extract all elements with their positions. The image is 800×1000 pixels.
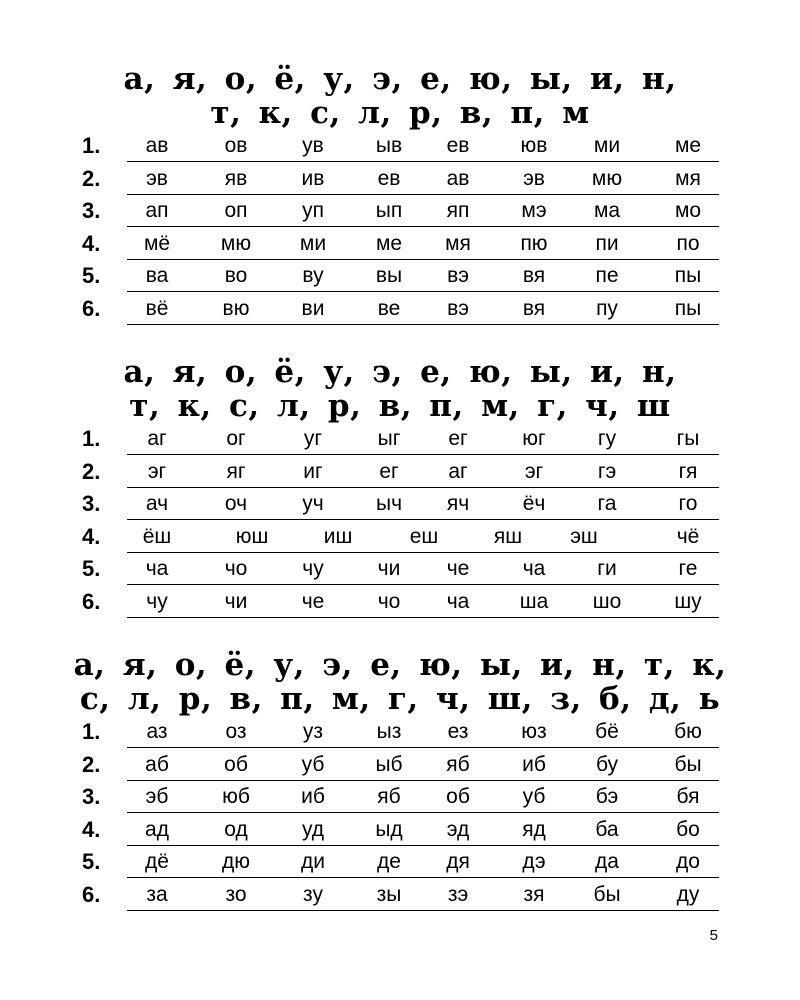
- syllable: ыв: [375, 134, 403, 157]
- syllable: пе: [595, 264, 619, 288]
- syllable: ву: [302, 264, 324, 288]
- letters-heading: [0, 648, 800, 716]
- syllable: вё: [145, 297, 169, 320]
- syllable: мэ: [521, 199, 547, 223]
- syllable: бы: [593, 883, 621, 906]
- syllable: де: [377, 850, 401, 874]
- syllable-row: [0, 586, 800, 619]
- syllable: яп: [446, 199, 470, 223]
- syllable: яб: [377, 785, 401, 809]
- syllable: вя: [522, 297, 546, 320]
- syllable: чу: [146, 590, 168, 613]
- syllable: зу: [303, 883, 323, 906]
- syllable: гу: [597, 427, 617, 450]
- syllable-row: [0, 195, 800, 228]
- syllable: од: [224, 817, 248, 841]
- syllable: оп: [224, 199, 248, 223]
- syllable: аг: [448, 459, 468, 483]
- syllable: ов: [224, 134, 248, 157]
- syllable: ма: [593, 199, 621, 223]
- row-number: 5.: [82, 849, 101, 875]
- syllable-row: [0, 163, 800, 196]
- syllable: эб: [145, 785, 169, 809]
- syllable: бю: [674, 720, 702, 743]
- syllable: уч: [302, 492, 324, 516]
- syllable: ча: [145, 557, 169, 581]
- syllable: гы: [676, 427, 700, 450]
- syllable: уз: [302, 720, 324, 743]
- syllable: до: [676, 850, 700, 874]
- syllable: бо: [676, 817, 700, 841]
- row-number: 4.: [82, 230, 101, 256]
- syllable: пы: [674, 264, 702, 288]
- syllable-row: [0, 260, 800, 293]
- syllable: уп: [302, 199, 324, 223]
- syllable: ми: [299, 231, 327, 255]
- syllable-row: [0, 879, 800, 912]
- syllable: чи: [377, 557, 401, 581]
- syllable: ме: [674, 134, 702, 157]
- syllable: зя: [523, 883, 545, 906]
- syllable: вя: [522, 264, 546, 288]
- syllable: ыч: [375, 492, 403, 516]
- syllable: че: [446, 557, 470, 581]
- syllable: ги: [597, 557, 617, 581]
- syllable-row: [0, 521, 800, 554]
- syllable: уг: [303, 427, 323, 450]
- syllable: юв: [520, 134, 548, 157]
- syllable: ыз: [376, 720, 402, 743]
- syllable: ёч: [522, 492, 546, 516]
- syllable: бё: [595, 720, 619, 743]
- row-number: 3.: [82, 198, 101, 224]
- syllable: ми: [593, 134, 621, 157]
- syllable: об: [446, 785, 470, 809]
- syllable: яв: [224, 166, 248, 190]
- syllable: ев: [446, 134, 470, 157]
- exercise-section: [0, 647, 800, 907]
- syllable: пы: [674, 297, 702, 320]
- syllable: пу: [596, 297, 618, 320]
- syllable: иг: [303, 459, 323, 483]
- row-underline: [127, 324, 719, 325]
- syllable-row: [0, 456, 800, 489]
- syllable: оч: [224, 492, 248, 516]
- syllable-row: [0, 749, 800, 782]
- syllable: эг: [147, 459, 167, 483]
- row-number: 2.: [82, 165, 101, 191]
- syllable: по: [676, 231, 700, 255]
- syllable: яг: [226, 459, 246, 483]
- row-number: 5.: [82, 263, 101, 289]
- row-underline: [127, 910, 719, 911]
- syllable: иш: [323, 524, 353, 548]
- syllable: чу: [302, 557, 324, 581]
- letters-heading-line: а, я, о, ё, у, э, е, ю, ы, и, н,: [123, 354, 677, 390]
- syllable: эг: [524, 459, 544, 483]
- syllable: мю: [220, 231, 252, 255]
- syllable: об: [224, 752, 248, 776]
- exercise-section: [0, 354, 800, 614]
- syllable: ач: [145, 492, 169, 516]
- syllable-row: [0, 814, 800, 847]
- syllable: юг: [522, 427, 546, 450]
- syllable: ба: [595, 817, 619, 841]
- letters-heading-line: с, л, р, в, п, м, г, ч, ш, з, б, д, ь: [79, 681, 721, 717]
- syllable: ыг: [377, 427, 401, 450]
- syllable: иб: [522, 752, 546, 776]
- syllable: шу: [674, 590, 702, 613]
- syllable: ша: [519, 590, 549, 613]
- syllable: чо: [224, 557, 248, 581]
- syllable: мо: [674, 199, 702, 223]
- syllable: гя: [678, 459, 698, 483]
- row-number: 1.: [82, 426, 101, 451]
- syllable: бу: [595, 752, 619, 776]
- syllable-row: [0, 423, 800, 456]
- syllable: га: [597, 492, 617, 516]
- syllable: ва: [145, 264, 169, 288]
- syllable: ог: [226, 427, 246, 450]
- syllable: го: [678, 492, 698, 516]
- syllable-row: [0, 781, 800, 814]
- syllable: юб: [222, 785, 250, 809]
- syllable: ив: [301, 166, 325, 190]
- syllable: ез: [447, 720, 469, 743]
- syllable: ду: [676, 883, 700, 906]
- syllable-row: [0, 293, 800, 326]
- syllable: эш: [570, 524, 598, 548]
- letters-heading-line: а, я, о, ё, у, э, е, ю, ы, и, н,: [123, 61, 677, 97]
- syllable: зо: [225, 883, 247, 906]
- page-number: 5: [709, 927, 718, 944]
- syllable: аб: [145, 752, 169, 776]
- syllable: зы: [376, 883, 402, 906]
- syllable: юш: [235, 524, 269, 548]
- syllable-row: [0, 488, 800, 521]
- row-number: 3.: [82, 491, 101, 517]
- letters-heading-line: т, к, с, л, р, в, п, м, г, ч, ш: [129, 388, 671, 424]
- syllable: во: [224, 264, 248, 288]
- row-underline: [127, 617, 719, 618]
- syllable: шо: [592, 590, 622, 613]
- syllable: мя: [445, 231, 471, 255]
- syllable: юз: [521, 720, 547, 743]
- row-number: 3.: [82, 784, 101, 810]
- syllable: аг: [147, 427, 167, 450]
- syllable: эд: [446, 817, 470, 841]
- syllable: ди: [301, 850, 325, 874]
- syllable: гэ: [597, 459, 617, 483]
- syllable: вю: [222, 297, 250, 320]
- syllable: вэ: [447, 264, 469, 288]
- row-number: 6.: [82, 589, 101, 614]
- syllable: ад: [145, 817, 169, 841]
- syllable: чо: [377, 590, 401, 613]
- row-number: 4.: [82, 816, 101, 842]
- syllable: яч: [446, 492, 470, 516]
- syllable-row: [0, 846, 800, 879]
- syllable: бя: [676, 785, 700, 809]
- syllable: ег: [379, 459, 399, 483]
- syllable: эв: [523, 166, 545, 190]
- row-number: 6.: [82, 882, 101, 907]
- syllable: аз: [146, 720, 168, 743]
- syllable: уд: [301, 817, 325, 841]
- syllable: ви: [301, 297, 325, 320]
- syllable: яд: [522, 817, 546, 841]
- syllable: че: [301, 590, 325, 613]
- syllable: за: [146, 883, 168, 906]
- letters-heading: [0, 62, 800, 130]
- syllable: мё: [143, 231, 171, 255]
- syllable: дэ: [522, 850, 546, 874]
- syllable: зэ: [447, 883, 469, 906]
- syllable: уб: [522, 785, 546, 809]
- syllable: ев: [377, 166, 401, 190]
- row-number: 1.: [82, 133, 101, 158]
- syllable: бы: [674, 752, 702, 776]
- syllable: бэ: [595, 785, 619, 809]
- letters-heading: [0, 355, 800, 423]
- syllable: ге: [678, 557, 698, 581]
- syllable: ве: [377, 297, 401, 320]
- syllable: ав: [446, 166, 470, 190]
- syllable: ув: [302, 134, 324, 157]
- syllable: оз: [225, 720, 247, 743]
- syllable: еш: [409, 524, 439, 548]
- syllable: яб: [446, 752, 470, 776]
- syllable: дю: [221, 850, 251, 874]
- syllable: ёш: [142, 524, 172, 548]
- syllable: иб: [301, 785, 325, 809]
- syllable: мю: [591, 166, 623, 190]
- syllable: эв: [146, 166, 168, 190]
- syllable: уб: [301, 752, 325, 776]
- exercise-section: [0, 61, 800, 321]
- row-number: 2.: [82, 751, 101, 777]
- syllable: ча: [522, 557, 546, 581]
- row-number: 5.: [82, 556, 101, 582]
- row-number: 2.: [82, 458, 101, 484]
- syllable: чи: [224, 590, 248, 613]
- row-number: 1.: [82, 719, 101, 744]
- syllable: ап: [145, 199, 169, 223]
- syllable: мя: [675, 166, 701, 190]
- letters-heading-line: а, я, о, ё, у, э, е, ю, ы, и, н, т, к,: [73, 647, 727, 683]
- syllable-row: [0, 716, 800, 749]
- syllable: ыб: [375, 752, 403, 776]
- syllable: ып: [375, 199, 403, 223]
- syllable: вы: [375, 264, 403, 288]
- row-number: 6.: [82, 296, 101, 321]
- row-number: 4.: [82, 523, 101, 549]
- syllable: ав: [145, 134, 169, 157]
- syllable: ег: [448, 427, 468, 450]
- syllable: пю: [520, 231, 548, 255]
- syllable: да: [595, 850, 619, 874]
- syllable: ыд: [375, 817, 403, 841]
- letters-heading-line: т, к, с, л, р, в, п, м: [210, 95, 590, 131]
- syllable: яш: [493, 524, 523, 548]
- syllable: пи: [595, 231, 619, 255]
- syllable: чё: [676, 524, 700, 548]
- syllable-row: [0, 553, 800, 586]
- syllable: ме: [375, 231, 403, 255]
- syllable: дя: [446, 850, 470, 874]
- syllable: дё: [145, 850, 169, 874]
- syllable-row: [0, 130, 800, 163]
- syllable: вэ: [447, 297, 469, 320]
- syllable: ча: [446, 590, 470, 613]
- syllable-row: [0, 228, 800, 261]
